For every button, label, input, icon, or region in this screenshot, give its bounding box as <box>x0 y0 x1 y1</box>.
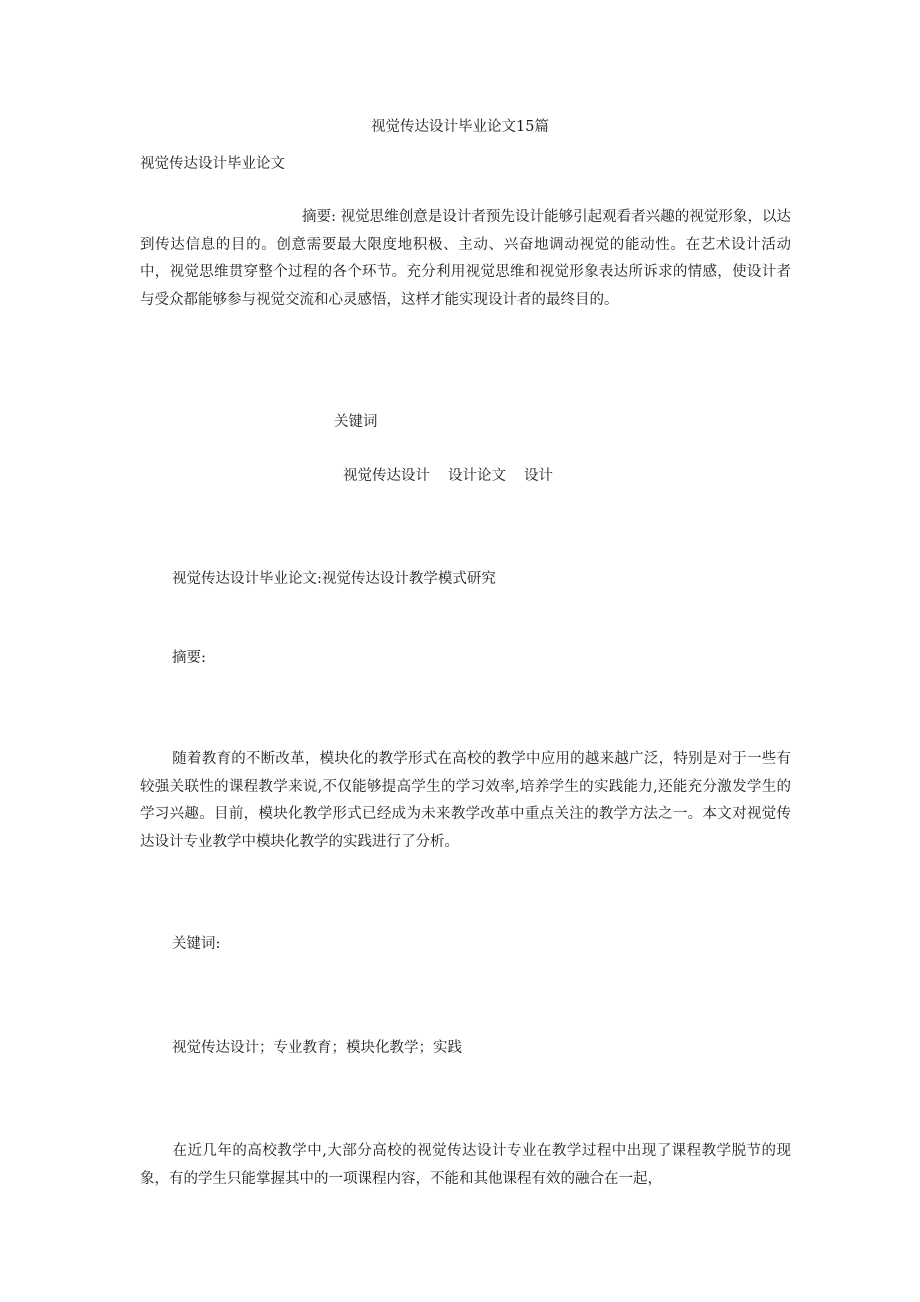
keywords-heading: 关键词 <box>334 414 378 430</box>
keyword-item: 视觉传达设计 <box>343 468 430 484</box>
body-paragraph <box>140 1138 791 1193</box>
keywords-list <box>343 465 571 487</box>
abstract-paragraph <box>140 204 791 314</box>
article-abstract-paragraph <box>140 746 791 856</box>
article-keywords: 视觉传达设计；专业教育；模块化教学；实践 <box>172 1040 462 1056</box>
article-title: 视觉传达设计毕业论文:视觉传达设计教学模式研究 <box>172 571 496 587</box>
section-heading: 视觉传达设计毕业论文 <box>140 156 285 172</box>
abstract-label: 摘要: <box>302 209 336 225</box>
article-keywords-label: 关键词: <box>172 936 221 952</box>
article-abstract-label: 摘要: <box>172 650 206 666</box>
article-abstract-text: 随着教育的不断改革，模块化的教学形式在高校的教学中应用的越来越广泛，特别是对于一些有较强关联性的课程教学来说,不仅能够提高学生的学习效率,培养学生的实践能力,还能充分激发学生的学习兴趣。目前，模块化教学形式已经成为未来教学改革中重点关注的教学方法之一。本文对视觉传达设计专业教学中模块化教学的实践进行了分析。 <box>140 751 791 850</box>
document-title: 视觉传达设计毕业论文15篇 <box>371 119 549 135</box>
body-text: 在近几年的高校教学中,大部分高校的视觉传达设计专业在教学过程中出现了课程教学脱节的现象，有的学生只能掌握其中的一项课程内容，不能和其他课程有效的融合在一起， <box>140 1143 791 1187</box>
keyword-item: 设计 <box>524 468 553 484</box>
keyword-item: 设计论文 <box>448 468 506 484</box>
abstract-text: 视觉思维创意是设计者预先设计能够引起观看者兴趣的视觉形象，以达到传达信息的目的。创意需要最大限度地积极、主动、兴奋地调动视觉的能动性。在艺术设计活动中，视觉思维贯穿整个过程的各个环节。充分利用视觉思维和视觉形象表达所诉求的情感，使设计者与受众都能够参与视觉交流和心灵感悟，这样才能实现设计者的最终目的。 <box>140 209 792 308</box>
